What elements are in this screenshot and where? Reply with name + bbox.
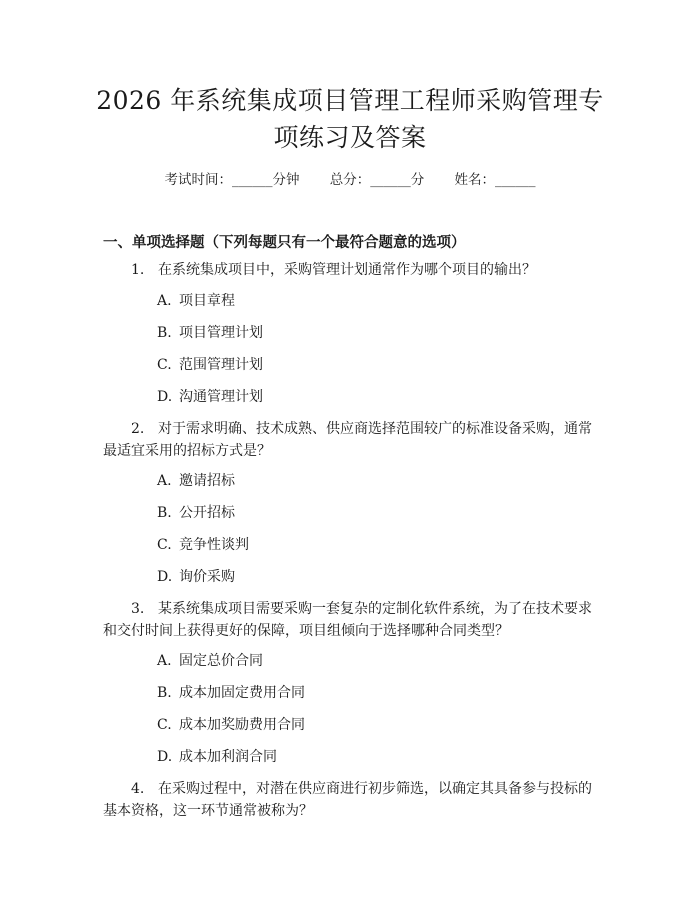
question-4 (103, 778, 599, 822)
option-text: 项目管理计划 (179, 325, 263, 341)
option-3b (157, 683, 305, 703)
option-1d (157, 387, 263, 407)
name-field: 姓名：______ (454, 172, 536, 188)
option-letter: C. (157, 357, 172, 373)
question-text: 在采购过程中，对潜在供应商进行初步筛选，以确定其具备参与投标的基本资格，这一环节通常被称为？ (103, 781, 592, 819)
option-text: 固定总价合同 (179, 653, 263, 669)
option-letter: B. (157, 685, 172, 701)
question-number: 2. (131, 421, 145, 437)
exam-meta (0, 168, 700, 188)
option-text: 成本加固定费用合同 (179, 685, 305, 701)
question-3 (103, 598, 599, 642)
option-letter: B. (157, 505, 172, 521)
option-text: 范围管理计划 (179, 357, 263, 373)
exam-time-field: 考试时间：______分钟 (164, 172, 300, 188)
question-1 (103, 259, 599, 281)
document-title (60, 82, 640, 156)
option-3d (157, 747, 277, 767)
option-text: 成本加利润合同 (179, 749, 277, 765)
option-letter: A. (157, 473, 172, 489)
question-number: 3. (131, 601, 145, 617)
option-letter: A. (157, 293, 172, 309)
section-heading: 一、单项选择题（下列每题只有一个最符合题意的选项） (103, 234, 466, 251)
option-text: 成本加奖励费用合同 (179, 717, 305, 733)
option-text: 竞争性谈判 (179, 537, 249, 553)
option-text: 邀请招标 (179, 473, 235, 489)
total-score-field: 总分：______分 (329, 172, 425, 188)
question-text: 对于需求明确、技术成熟、供应商选择范围较广的标准设备采购，通常最适宜采用的招标方式是？ (103, 421, 592, 459)
option-3c (157, 715, 305, 735)
option-1b (157, 323, 263, 343)
option-letter: B. (157, 325, 172, 341)
option-2a (157, 471, 235, 491)
option-2c (157, 535, 249, 555)
option-2b (157, 503, 235, 523)
option-text: 项目章程 (179, 293, 235, 309)
title-line-2: 项练习及答案 (273, 123, 427, 152)
question-number: 4. (131, 781, 145, 797)
option-1c (157, 355, 263, 375)
question-number: 1. (131, 262, 145, 278)
question-2 (103, 418, 599, 462)
question-text: 在系统集成项目中，采购管理计划通常作为哪个项目的输出？ (158, 262, 536, 278)
option-letter: D. (157, 389, 173, 405)
option-letter: D. (157, 749, 173, 765)
question-text: 某系统集成项目需要采购一套复杂的定制化软件系统，为了在技术要求和交付时间上获得更好的保障，项目组倾向于选择哪种合同类型？ (103, 601, 592, 639)
option-text: 公开招标 (179, 505, 235, 521)
option-letter: A. (157, 653, 172, 669)
option-3a (157, 651, 263, 671)
option-letter: C. (157, 537, 172, 553)
option-text: 沟通管理计划 (179, 389, 263, 405)
option-text: 询价采购 (179, 569, 235, 585)
option-letter: D. (157, 569, 173, 585)
title-line-1: 2026 年系统集成项目管理工程师采购管理专 (96, 86, 604, 115)
option-1a (157, 291, 235, 311)
option-letter: C. (157, 717, 172, 733)
option-2d (157, 567, 235, 587)
